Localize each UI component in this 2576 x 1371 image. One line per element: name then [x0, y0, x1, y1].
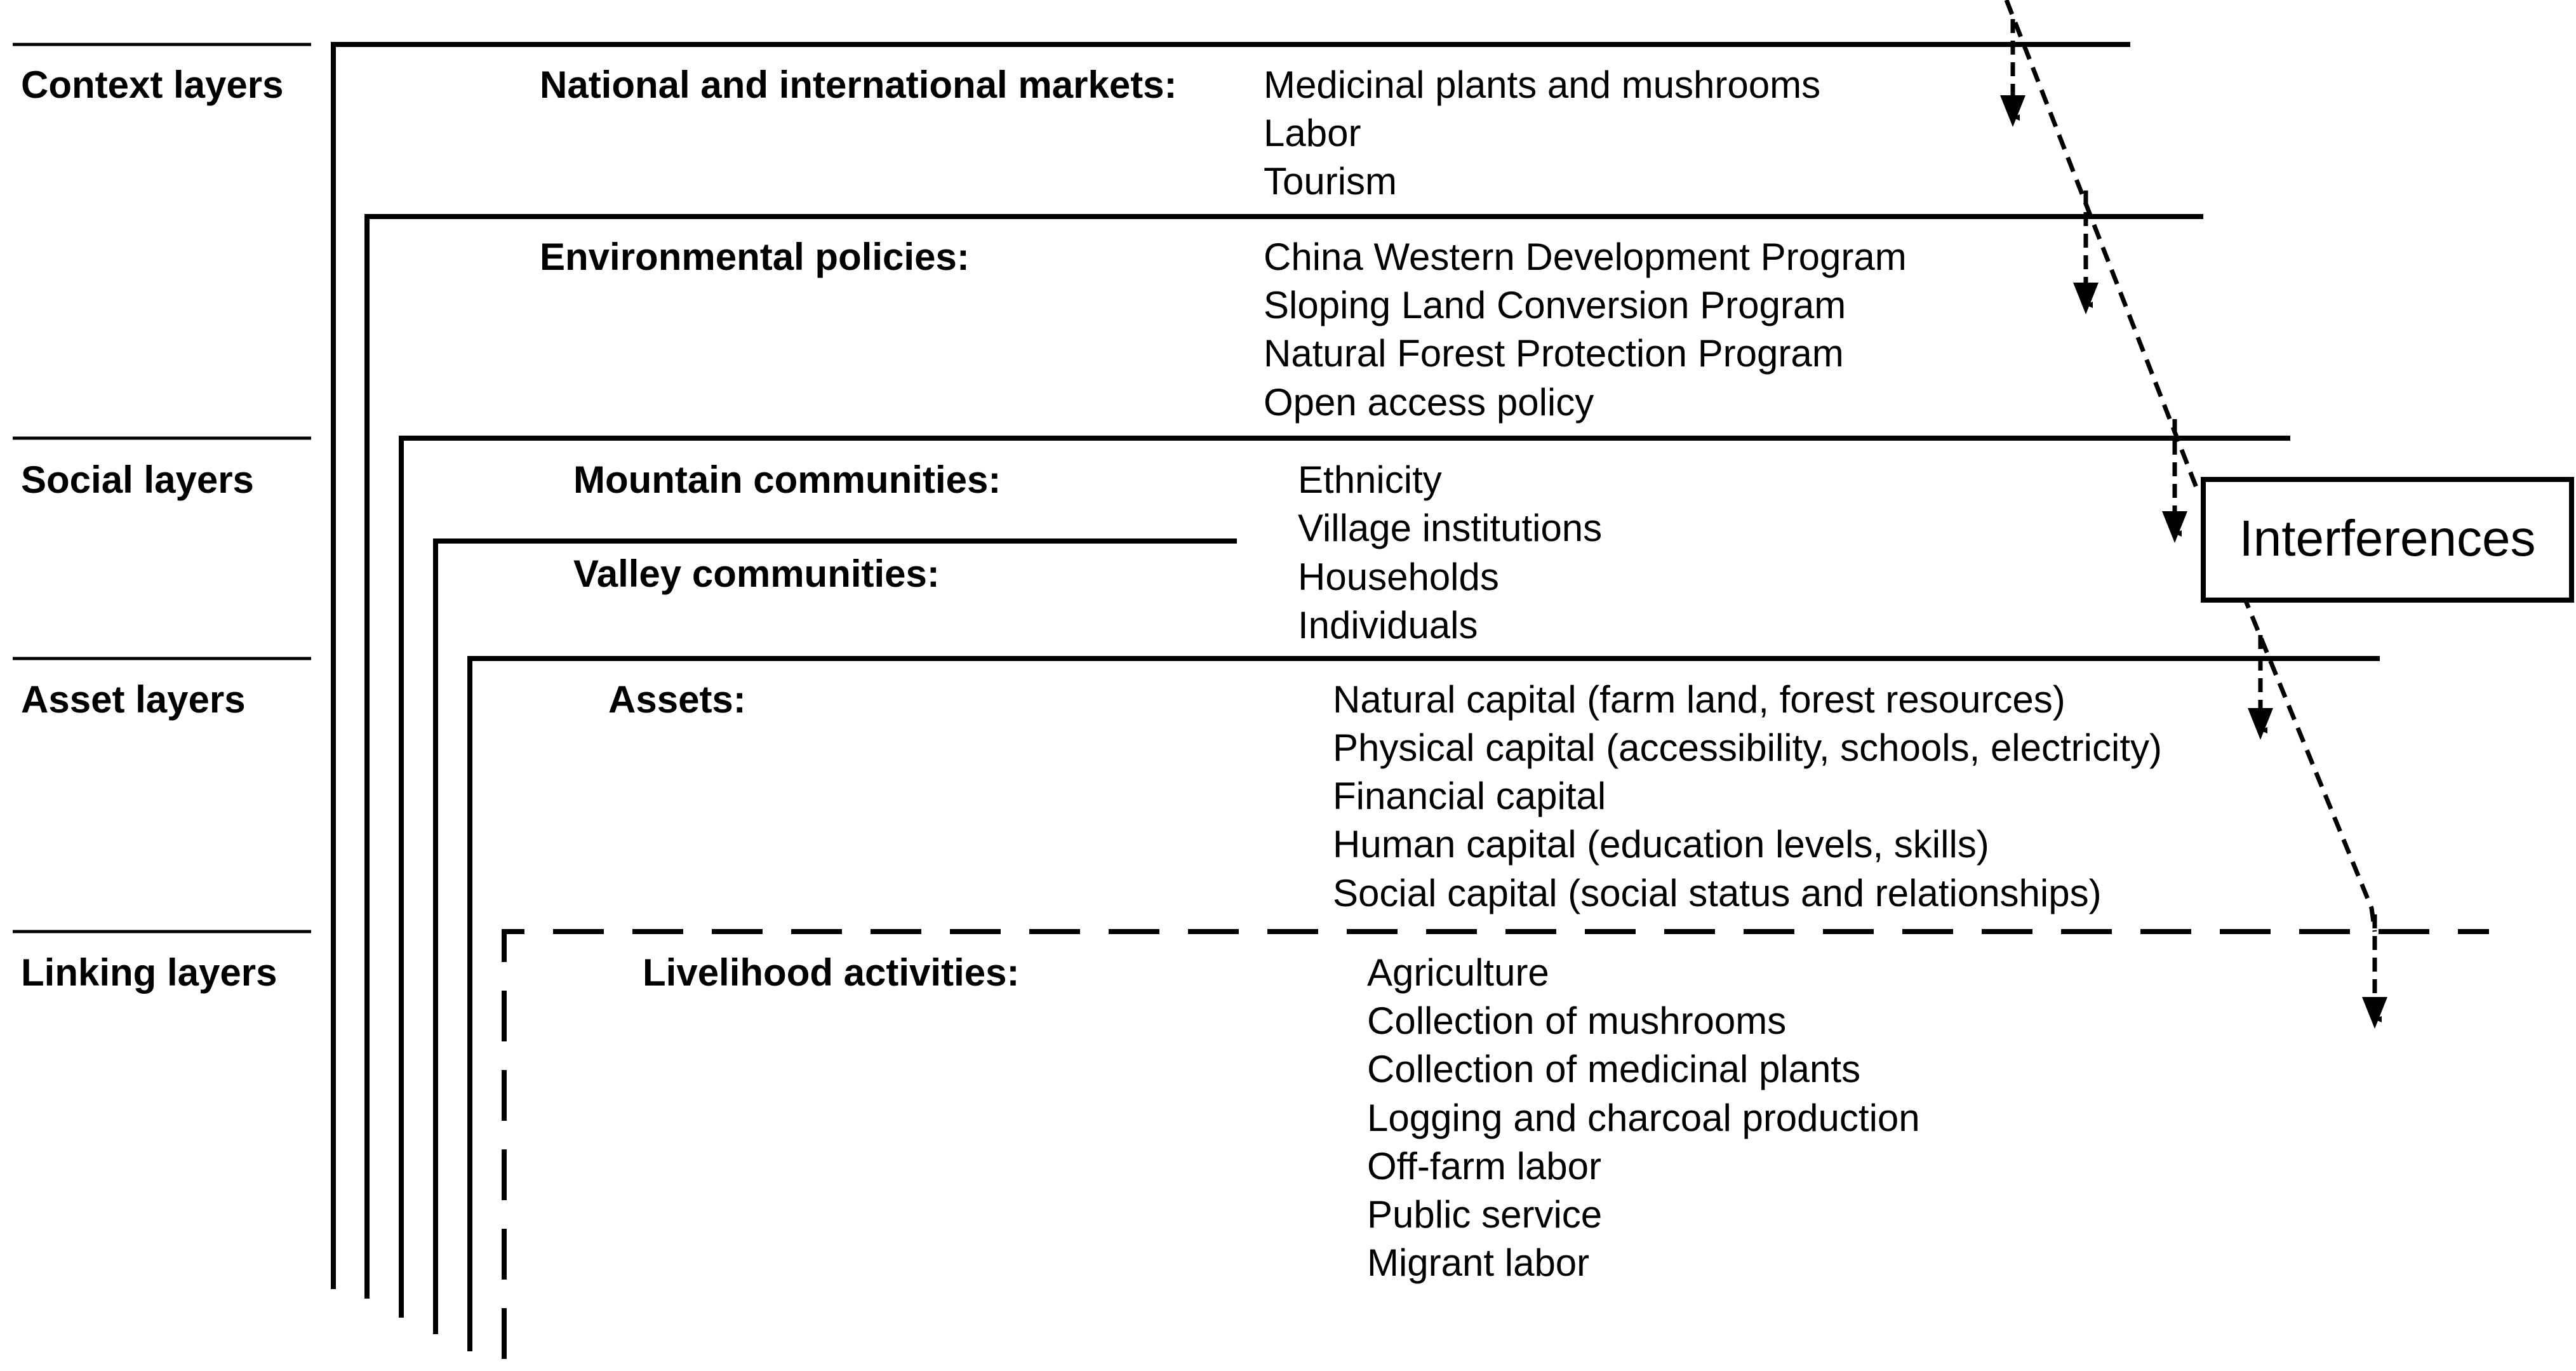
arrowhead-icon — [2000, 95, 2025, 127]
group-label-markets: National and international markets: — [540, 64, 1177, 106]
layer-label-asset: Asset layers — [21, 678, 246, 721]
asset-item: Financial capital — [1333, 775, 1606, 817]
markets-item: Labor — [1264, 112, 1361, 154]
group-label-assets: Assets: — [608, 678, 746, 721]
community-item: Individuals — [1298, 604, 1478, 646]
community-item: Ethnicity — [1298, 458, 1442, 501]
interference-diagonal-lower — [2234, 572, 2375, 932]
group-label-mountain: Mountain communities: — [573, 458, 1001, 501]
asset-item: Social capital (social status and relationships) — [1333, 872, 2102, 914]
group-label-policies: Environmental policies: — [540, 236, 970, 278]
livelihood-item: Off-farm labor — [1367, 1145, 1601, 1187]
arrowhead-icon — [2073, 283, 2099, 314]
interference-path — [2006, 0, 2375, 932]
policies-item: Open access policy — [1264, 381, 1594, 424]
arrowhead-icon — [2362, 997, 2387, 1029]
livelihood-item: Public service — [1367, 1193, 1603, 1236]
livelihood-item: Logging and charcoal production — [1367, 1097, 1920, 1139]
interferences-label: Interferences — [2239, 510, 2536, 566]
interference-diagonal — [2006, 0, 2197, 489]
layer-label-social: Social layers — [21, 458, 254, 501]
community-item: Village institutions — [1298, 507, 1603, 549]
policies-item: Natural Forest Protection Program — [1264, 332, 1844, 375]
asset-item: Natural capital (farm land, forest resources) — [1333, 678, 2065, 721]
community-item: Households — [1298, 556, 1499, 598]
livelihood-item: Collection of mushrooms — [1367, 1000, 1787, 1042]
asset-item: Human capital (education levels, skills) — [1333, 823, 1989, 866]
group-label-livelihood: Livelihood activities: — [643, 951, 1020, 994]
asset-item: Physical capital (accessibility, schools, electricity) — [1333, 726, 2162, 769]
group-label-valley: Valley communities: — [573, 552, 940, 595]
livelihood-item: Collection of medicinal plants — [1367, 1048, 1861, 1090]
policies-item: Sloping Land Conversion Program — [1264, 284, 1846, 326]
layer-label-context: Context layers — [21, 64, 284, 106]
arrowhead-icon — [2162, 511, 2187, 543]
markets-item: Tourism — [1264, 160, 1398, 203]
markets-item: Medicinal plants and mushrooms — [1264, 64, 1821, 106]
arrowhead-icon — [2248, 708, 2273, 740]
policies-item: China Western Development Program — [1264, 236, 1907, 278]
livelihood-item: Agriculture — [1367, 951, 1549, 994]
layer-label-linking: Linking layers — [21, 951, 277, 994]
livelihood-item: Migrant labor — [1367, 1241, 1590, 1284]
